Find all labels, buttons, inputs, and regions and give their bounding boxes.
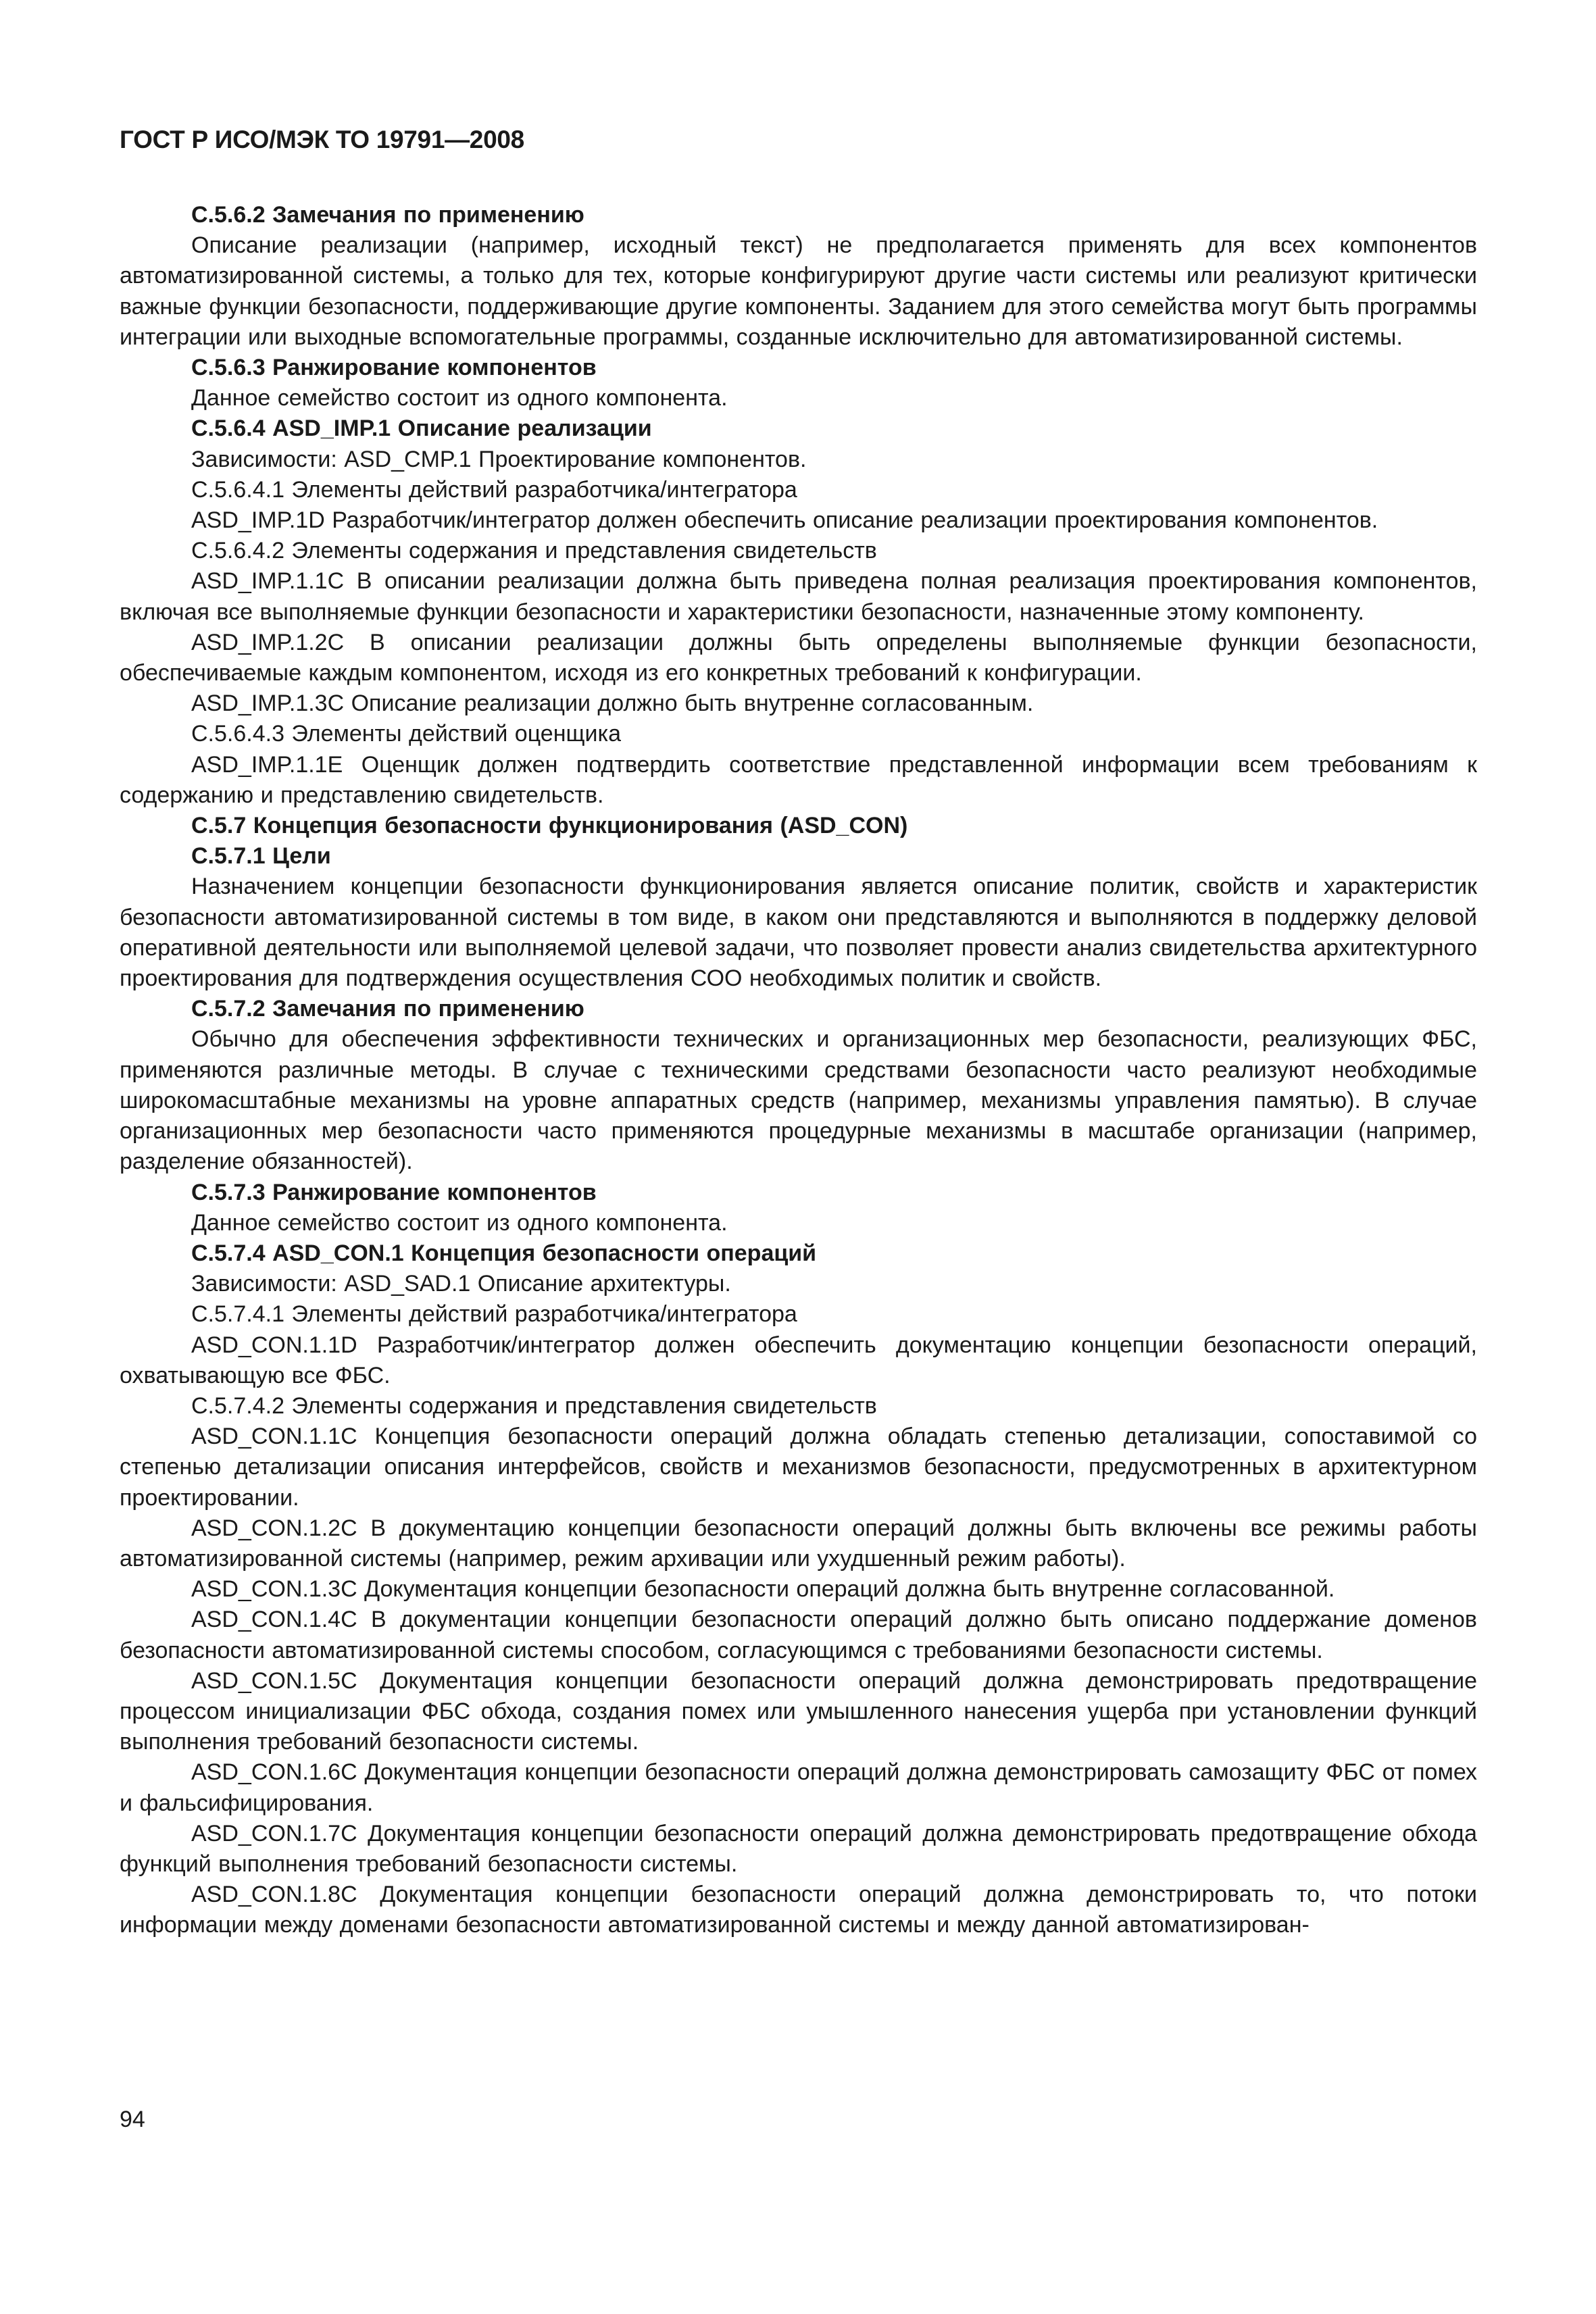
section-heading: С.5.7.4 ASD_CON.1 Концепция безопасности операций — [191, 1240, 817, 1266]
paragraph: Описание реализации (например, исходный текст) не предполагается применять для всех компонентов автоматизированной системы, а только для тех, которые конфигурируют другие части системы или реализуют критически важные функции безопасности, поддерживающие другие компоненты. Заданием для этого семейства могут быть программы интеграции или выходные вспомогательные программы, созданные исключительно для автоматизированной системы. — [120, 232, 1477, 350]
section-heading: С.5.6.3 Ранжирование компонентов — [191, 355, 597, 381]
paragraph: С.5.6.4.3 Элементы действий оценщика — [191, 721, 621, 747]
document-header: ГОСТ Р ИСО/МЭК ТО 19791—2008 — [120, 126, 524, 153]
document-body — [120, 200, 1477, 1941]
section-heading: С.5.6.4 ASD_IMP.1 Описание реализации — [191, 416, 652, 442]
page-number: 94 — [120, 2107, 145, 2132]
section-heading: С.5.7.2 Замечания по применению — [191, 996, 584, 1022]
paragraph: Обычно для обеспечения эффективности технических и организационных мер безопасности, реализующих ФБС, применяются различные методы. В случае с техническими средствами безопасности часто реализуют необходимые широкомасштабные механизмы на уровне аппаратных средств (например, механизмы управления памятью). В случае организационных мер безопасности часто применяются процедурные механизмы в масштабе организации (например, разделение обязанностей). — [120, 1026, 1477, 1175]
paragraph: ASD_CON.1.4C В документации концепции безопасности операций должно быть описано поддержание доменов безопасности автоматизированной системы способом, согласующимся с требованиями безопасности системы. — [120, 1607, 1477, 1663]
paragraph: ASD_CON.1.5C Документация концепции безопасности операций должна демонстрировать предотвращение процессом инициализации ФБС обхода, создания помех или умышленного нанесения ущерба при установлении функций выполнения требований безопасности системы. — [120, 1667, 1477, 1755]
paragraph: Назначением концепции безопасности функционирования является описание политик, свойств и характеристик безопасности автоматизированной системы в том виде, в каком они представляются и выполняются в поддержку деловой оперативной деятельности или выполняемой целевой задачи, что позволяет провести анализ свидетельства архитектурного проектирования для подтверждения осуществления СОО необходимых политик и свойств. — [120, 874, 1477, 992]
section-heading: С.5.6.2 Замечания по применению — [191, 202, 584, 228]
paragraph: С.5.7.4.2 Элементы содержания и представления свидетельств — [191, 1392, 877, 1419]
section-heading: С.5.7.1 Цели — [191, 843, 331, 870]
paragraph: ASD_IMP.1.1E Оценщик должен подтвердить соответствие представленной информации всем требованиям к содержанию и представлению свидетельств. — [120, 751, 1477, 808]
paragraph: ASD_CON.1.8C Документация концепции безопасности операций должна демонстрировать то, что потоки информации между доменами безопасности автоматизированной системы и между данной автоматизирован- — [120, 1882, 1477, 1938]
paragraph: ASD_IMP.1.1C В описании реализации должна быть приведена полная реализация проектирования компонентов, включая все выполняемые функции безопасности и характеристики безопасности, назначенные этому компоненту. — [120, 568, 1477, 625]
paragraph: ASD_CON.1.1D Разработчик/интегратор должен обеспечить документацию концепции безопасности операций, охватывающую все ФБС. — [120, 1332, 1477, 1388]
paragraph: ASD_CON.1.7C Документация концепции безопасности операций должна демонстрировать предотвращение обхода функций выполнения требований безопасности системы. — [120, 1820, 1477, 1877]
paragraph: ASD_CON.1.2C В документацию концепции безопасности операций должны быть включены все режимы работы автоматизированной системы (например, режим архивации или ухудшенный режим работы). — [120, 1515, 1477, 1571]
paragraph: ASD_CON.1.6C Документация концепции безопасности операций должна демонстрировать самозащиту ФБС от помех и фальсифицирования. — [120, 1759, 1477, 1816]
paragraph: С.5.7.4.1 Элементы действий разработчика/интегратора — [191, 1301, 797, 1328]
paragraph: Зависимости: ASD_CMP.1 Проектирование компонентов. — [191, 446, 807, 472]
paragraph: Зависимости: ASD_SAD.1 Описание архитектуры. — [191, 1271, 731, 1297]
paragraph: ASD_CON.1.3C Документация концепции безопасности операций должна быть внутренне согласованной. — [191, 1576, 1335, 1603]
paragraph: ASD_IMP.1.3C Описание реализации должно быть внутренне согласованным. — [191, 690, 1034, 717]
paragraph: С.5.6.4.2 Элементы содержания и представления свидетельств — [191, 538, 877, 564]
section-heading: С.5.7.3 Ранжирование компонентов — [191, 1179, 597, 1205]
paragraph: ASD_IMP.1.2C В описании реализации должны быть определены выполняемые функции безопасности, обеспечиваемые каждым компонентом, исходя из его конкретных требований к конфигурации. — [120, 629, 1477, 686]
paragraph: С.5.6.4.1 Элементы действий разработчика/интегратора — [191, 476, 797, 503]
paragraph: ASD_CON.1.1C Концепция безопасности операций должна обладать степенью детализации, сопоставимой со степенью детализации описания интерфейсов, свойств и механизмов безопасности, предусмотренных в архитектурном проектировании. — [120, 1424, 1477, 1511]
paragraph: Данное семейство состоит из одного компонента. — [191, 1209, 728, 1236]
paragraph: Данное семейство состоит из одного компонента. — [191, 385, 728, 411]
section-heading: С.5.7 Концепция безопасности функционирования (ASD_CON) — [191, 813, 908, 839]
paragraph: ASD_IMP.1D Разработчик/интегратор должен обеспечить описание реализации проектирования компонентов. — [191, 507, 1378, 534]
